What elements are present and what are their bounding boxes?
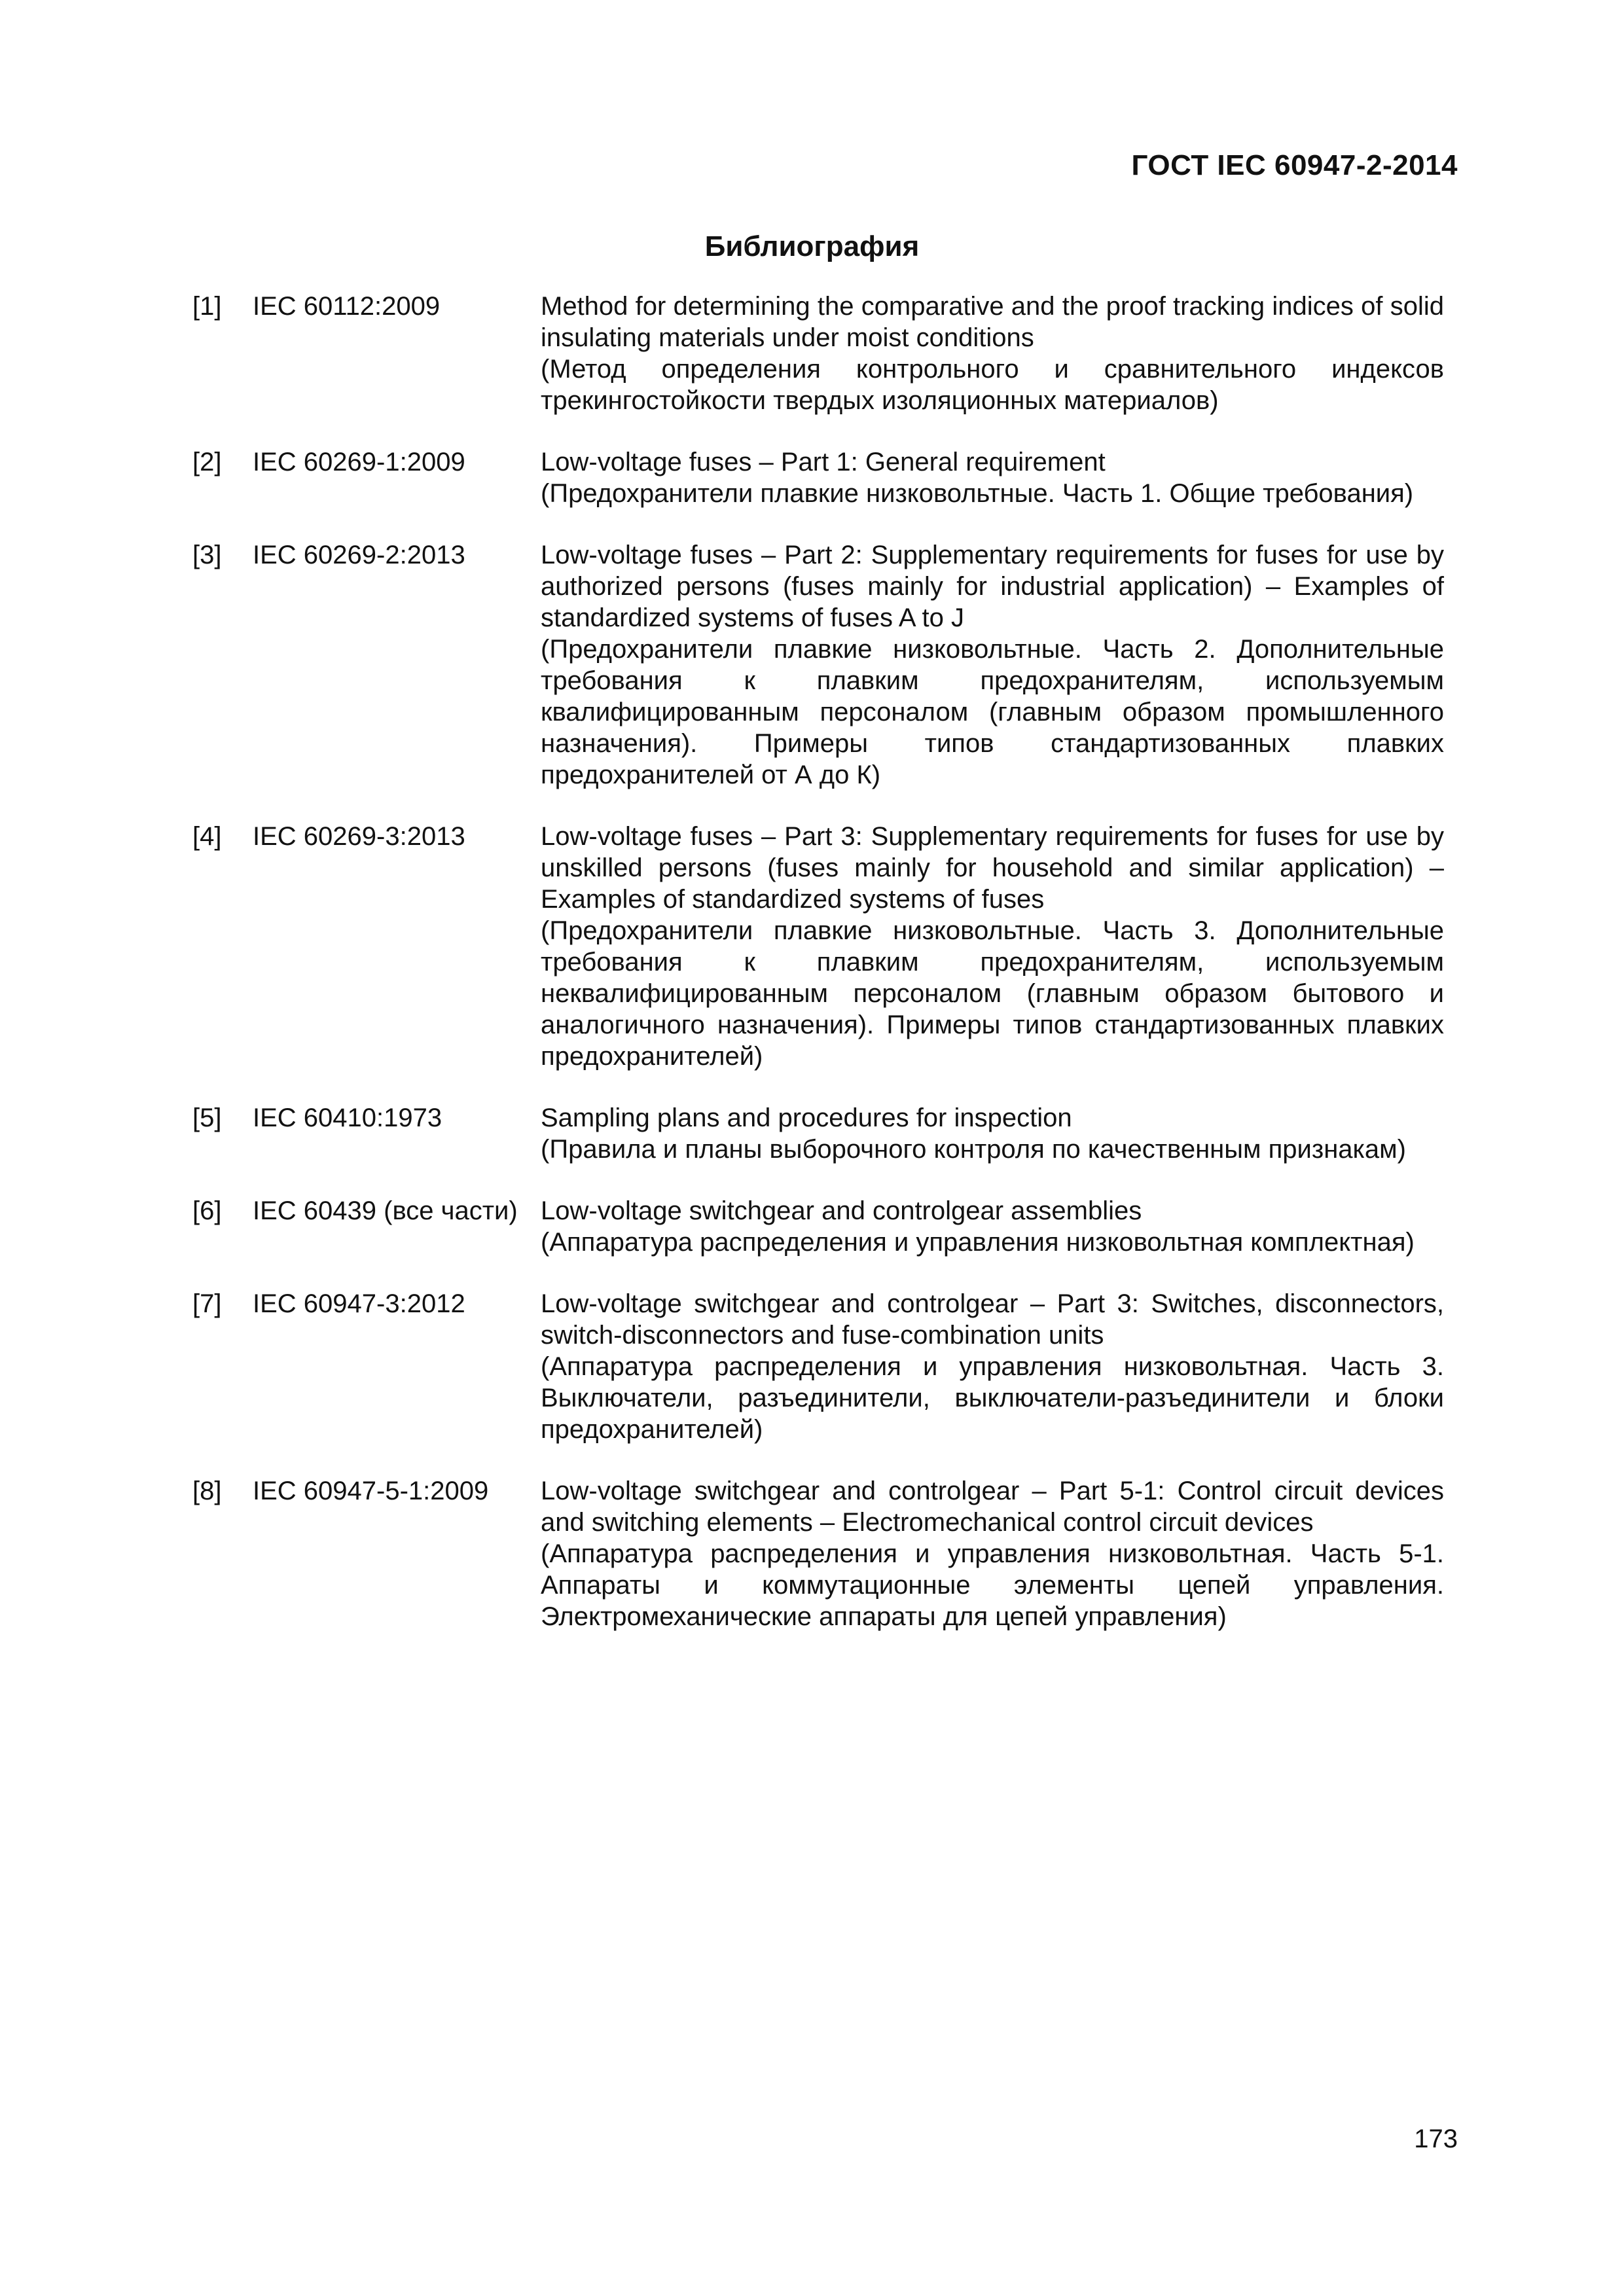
reference-standard: IEC 60269-2:2013 bbox=[253, 541, 465, 569]
reference-title-en: Low-voltage fuses – Part 1: General requirement bbox=[541, 448, 1106, 476]
reference-description bbox=[541, 1475, 1444, 1632]
reference-item bbox=[192, 1102, 1444, 1165]
reference-description bbox=[541, 1288, 1444, 1445]
reference-standard: IEC 60269-3:2013 bbox=[253, 822, 465, 851]
reference-title-ru: (Предохранители плавкие низковольтные. Часть 2. Дополнительные требования к плавким предохранителям, используемым квалифицированным персоналом (главным образом промышленного назначения). Примеры типов стандартизованных плавких предохранителей от А до К) bbox=[541, 635, 1444, 789]
reference-number: [4] bbox=[192, 822, 222, 851]
reference-title-ru: (Аппаратура распределения и управления низковольтная. Часть 5-1. Аппараты и коммутационные элементы цепей управления. Электромеханические аппараты для цепей управления) bbox=[541, 1539, 1444, 1631]
reference-item bbox=[192, 539, 1444, 791]
reference-item bbox=[192, 1195, 1444, 1258]
reference-description bbox=[541, 821, 1444, 1072]
reference-standard: IEC 60439 (все части) bbox=[253, 1196, 518, 1225]
reference-standard: IEC 60947-5-1:2009 bbox=[253, 1477, 489, 1505]
reference-description bbox=[541, 446, 1444, 509]
reference-item bbox=[192, 1475, 1444, 1632]
reference-number: [8] bbox=[192, 1477, 222, 1505]
reference-description bbox=[541, 1102, 1444, 1165]
reference-title-en: Low-voltage switchgear and controlgear – Part 5-1: Control circuit devices and switching elements – Electromechanical control circuit devices bbox=[541, 1477, 1444, 1537]
reference-standard: IEC 60410:1973 bbox=[253, 1103, 442, 1132]
reference-title-en: Low-voltage fuses – Part 3: Supplementary requirements for fuses for use by unskilled persons (fuses mainly for household and similar application) – Examples of standardized systems of fuses bbox=[541, 822, 1444, 914]
reference-title-en: Low-voltage switchgear and controlgear – Part 3: Switches, disconnectors, switch-disconnectors and fuse-combination units bbox=[541, 1289, 1444, 1350]
reference-number: [7] bbox=[192, 1289, 222, 1318]
reference-standard: IEC 60269-1:2009 bbox=[253, 448, 465, 476]
reference-item bbox=[192, 1288, 1444, 1445]
page-number: 173 bbox=[1414, 2125, 1458, 2153]
document-code: ГОСТ IEC 60947-2-2014 bbox=[1131, 149, 1458, 181]
reference-title-ru: (Предохранители плавкие низковольтные. Часть 3. Дополнительные требования к плавким предохранителям, используемым неквалифицированным персоналом (главным образом бытового и аналогичного назначения). Примеры типов стандартизованных плавких предохранителей) bbox=[541, 916, 1444, 1071]
reference-title-en: Low-voltage switchgear and controlgear assemblies bbox=[541, 1196, 1142, 1225]
reference-standard: IEC 60947-3:2012 bbox=[253, 1289, 465, 1318]
reference-item bbox=[192, 291, 1444, 416]
reference-standard: IEC 60112:2009 bbox=[253, 292, 441, 321]
reference-number: [1] bbox=[192, 292, 222, 321]
reference-title-ru: (Предохранители плавкие низковольтные. Часть 1. Общие требования) bbox=[541, 479, 1414, 508]
reference-title-ru: (Аппаратура распределения и управления низковольтная. Часть 3. Выключатели, разъединители, выключатели-разъединители и блоки предохранителей) bbox=[541, 1352, 1444, 1444]
reference-number: [6] bbox=[192, 1196, 222, 1225]
reference-number: [3] bbox=[192, 541, 222, 569]
reference-title-en: Method for determining the comparative and the proof tracking indices of solid insulating materials under moist conditions bbox=[541, 292, 1444, 352]
reference-title-ru: (Правила и планы выборочного контроля по качественным признакам) bbox=[541, 1135, 1406, 1164]
reference-item bbox=[192, 446, 1444, 509]
reference-number: [2] bbox=[192, 448, 222, 476]
reference-description bbox=[541, 1195, 1444, 1258]
reference-item bbox=[192, 821, 1444, 1072]
reference-list bbox=[192, 291, 1444, 1662]
reference-description bbox=[541, 291, 1444, 416]
reference-number: [5] bbox=[192, 1103, 222, 1132]
bibliography-title: Библиография bbox=[704, 230, 920, 262]
reference-title-ru: (Аппаратура распределения и управления низковольтная комплектная) bbox=[541, 1228, 1415, 1257]
reference-title-en: Low-voltage fuses – Part 2: Supplementary requirements for fuses for use by authorized persons (fuses mainly for industrial application) – Examples of standardized systems of fuses A to J bbox=[541, 541, 1444, 632]
reference-description bbox=[541, 539, 1444, 791]
reference-title-ru: (Метод определения контрольного и сравнительного индексов трекингостойкости твердых изоляционных материалов) bbox=[541, 355, 1444, 415]
reference-title-en: Sampling plans and procedures for inspection bbox=[541, 1103, 1072, 1132]
